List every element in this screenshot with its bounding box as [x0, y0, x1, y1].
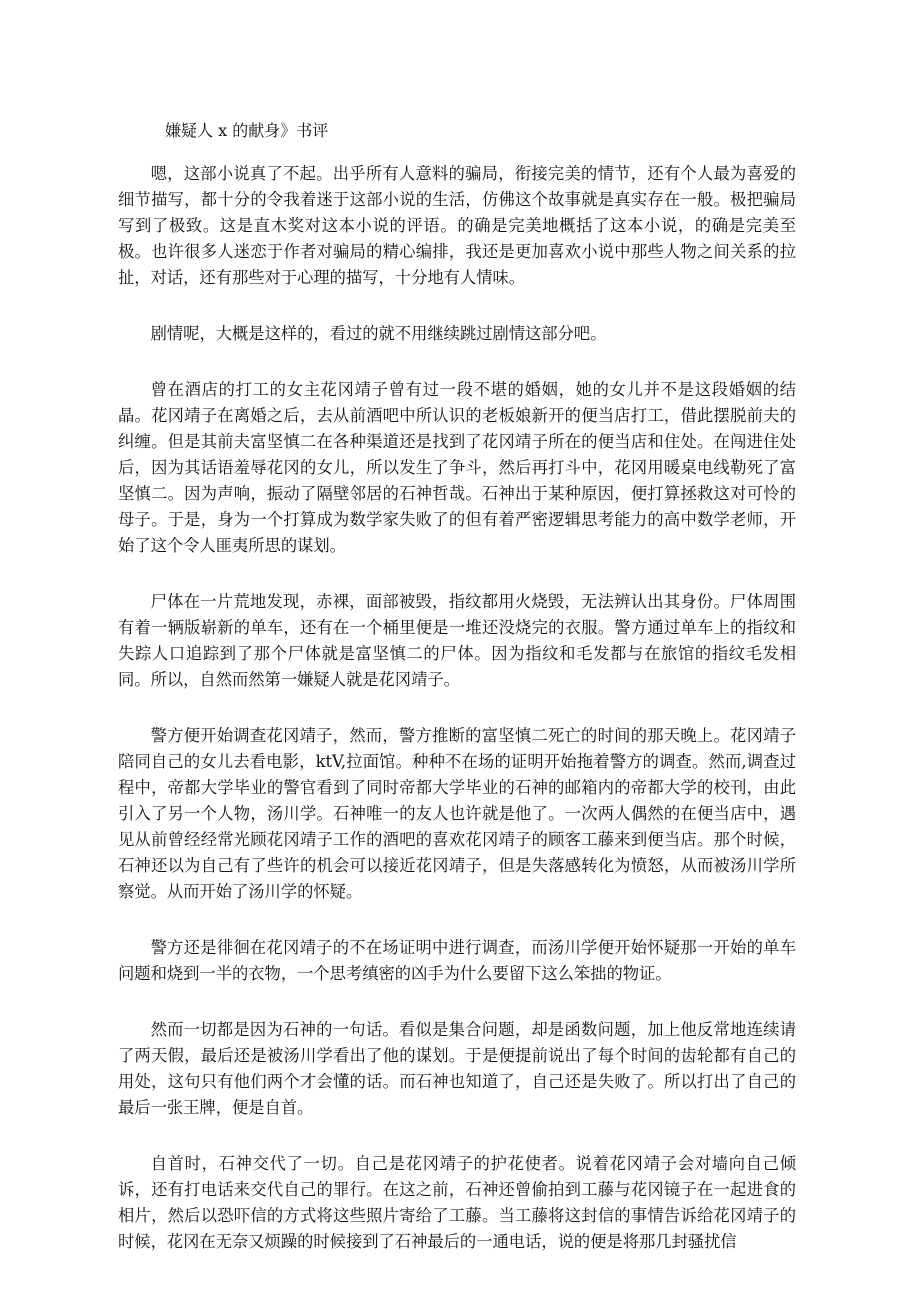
paragraph-suspicion: 警方还是徘徊在花冈靖子的不在场证明中进行调查，而汤川学便开始怀疑那一开始的单车问题和烧到一半的衣物，一个思考缜密的凶手为什么要留下这么笨拙的物证。 — [118, 938, 796, 983]
document-body — [118, 161, 796, 1285]
paragraph-investigation: 警方便开始调查花冈靖子，然而，警方推断的富坚慎二死亡的时间的那天晚上。花冈靖子陪同自己的女儿去看电影，ktV,拉面馆。种种不在场的证明开始拖着警方的调查。然而,调查过程中，帝都大学毕业的警官看到了同时帝都大学毕业的石神的邮箱内的帝都大学的校刊，由此引入了另一个人物，汤川学。石神唯一的友人也许就是他了。一次两人偶然的在便当店中，遇见从前曾经经常光顾花冈靖子工作的酒吧的喜欢花冈靖子的顾客工藤来到便当店。那个时候，石神还以为自己有了些许的机会可以接近花冈靖子，但是失落感转化为愤怒，从而被汤川学所察觉。从而开始了汤川学的怀疑。 — [118, 726, 796, 901]
paragraph-confession: 自首时，石神交代了一切。自己是花冈靖子的护花使者。说着花冈靖子会对墙向自己倾诉，还有打电话来交代自己的罪行。在这之前，石神还曾偷拍到工藤与花冈镜子在一起进食的相片，然后以恐吓信的方式将这些照片寄给了工藤。当工藤将这封信的事情告诉给花冈靖子的时候，花冈在无奈又烦躁的时候接到了石神最后的一通电话，说的便是将那几封骚扰信 — [118, 1154, 796, 1251]
paragraph-background: 曾在酒店的打工的女主花冈靖子曾有过一段不堪的婚姻，她的女儿并不是这段婚姻的结晶。花冈靖子在离婚之后，去从前酒吧中所认识的老板娘新开的便当店打工，借此摆脱前夫的纠缠。但是其前夫富坚慎二在各种渠道还是找到了花冈靖子所在的便当店和住处。在闯进住处后，因为其话语羞辱花冈的女儿，所以发生了争斗，然后再打斗中，花冈用暖桌电线勒死了富坚慎二。因为声响，振动了隔壁邻居的石神哲哉。石神出于某种原因，便打算拯救这对可怜的母子。于是，身为一个打算成为数学家失败了的但有着严密逻辑思考能力的高中数学老师，开始了这个令人匪夷所思的谋划。 — [118, 380, 796, 555]
document-title: 嫌疑人 x 的献身》书评 — [165, 121, 329, 140]
paragraph-body-found: 尸体在一片荒地发现，赤裸，面部被毁，指纹都用火烧毁，无法辨认出其身份。尸体周围有着一辆版崭新的单车，还有在一个桶里便是一堆还没烧完的衣服。警方通过单车上的指纹和失踪人口追踪到了那个尸体就是富坚慎二的尸体。因为指纹和毛发都与在旅馆的指纹毛发相同。所以，自然而然第一嫌疑人就是花冈靖子。 — [118, 592, 796, 689]
paragraph-intro: 嗯，这部小说真了不起。出乎所有人意料的骗局，衔接完美的情节，还有个人最为喜爱的细节描写，都十分的令我着迷于这部小说的生活，仿佛这个故事就是真实存在一般。极把骗局写到了极致。这是直木奖对这本小说的评语。的确是完美地概括了这本小说，的确是完美至极。也许很多人迷恋于作者对骗局的精心编排，我还是更加喜欢小说中那些人物之间关系的拉扯，对话，还有那些对于心理的描写，十分地有人情味。 — [118, 164, 796, 287]
paragraph-turning-point: 然而一切都是因为石神的一句话。看似是集合问题，却是函数问题，加上他反常地连续请了两天假，最后还是被汤川学看出了他的谋划。于是便提前说出了每个时间的齿轮都有自己的用处，这句只有他们两个才会懂的话。而石神也知道了，自己还是失败了。所以打出了自己的最后一张王牌，便是自首。 — [118, 1020, 796, 1117]
paragraph-plot-lead: 剧情呢，大概是这样的，看过的就不用继续跳过剧情这部分吧。 — [150, 324, 607, 343]
